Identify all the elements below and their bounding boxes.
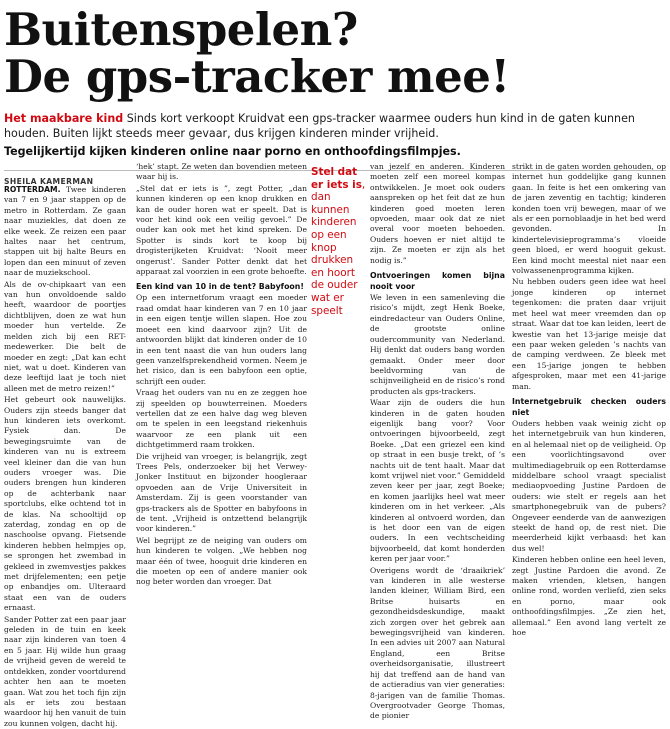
paragraph: We leven in een samenleving die risico’s mijdt, zegt Henk Boeke, eindredacteur van Ouders Online, de grootste online oudercommunity van Nederland. Hij denkt dat ouders bang worden gemaakt. Onder meer door beeldvorming van de schijnveiligheid en de risico’s rond producten als gps-trackers. bbox=[370, 293, 505, 396]
pull-quote bbox=[311, 166, 367, 317]
intro-kicker: Het maakbare kind bbox=[4, 112, 124, 125]
dateline: ROTTERDAM. bbox=[4, 185, 61, 194]
paragraph: Sander Potter zat een paar jaar geleden in de tuin en keek naar zijn kinderen van toen 4 en 5 jaar. Hij wilde hun graag de vrijheid geven de wereld te ontdekken, zonder voortdurend achter hen aan te moeten gaan. Wat zou het toch fijn zijn als er iets zou bestaan waardoor hij hen vanuit de tuin zou kunnen volgen, dacht hij. bbox=[4, 614, 126, 728]
article-column-4 bbox=[512, 162, 666, 638]
article-column-3 bbox=[370, 162, 505, 721]
paragraph: Op een internetforum vraagt een moeder raad omdat haar kinderen van 7 en 10 jaar in een eigen tentje willen slapen. Hoe zou moeet een kind daarvoor zijn? Uit de antwoorden blijkt dat kinderen onder de 10 in een tent naast die van hun ouders lang geen vanzelfsprekendheid vormen. Neem je het risico, dan is een babyfoon een optie, schrijft een ouder. bbox=[136, 293, 307, 386]
paragraph: strikt in de gaten worden gehouden, op internet hun goddelijke gang kunnen gaan. In feite is het een omkering van de jaren zeventig en tachtig; kinderen konden toen vrij bewegen, maar of we als er een pornoblaadje in het bed werd gevonden. In kindertelevisieprogramma’s vloeide geen bloed, er werd hooguit gekust. Een kind mocht meestal niet naar een volwassenenprogramma kijken. bbox=[512, 162, 666, 276]
paragraph: Nu hebben ouders geen idee wat heel jonge kinderen op internet tegenkomen: die praten daar vrijuit met heel wat meer vreemden dan op straat. Waar dat toe kan leiden, leert de kwestie van het 13-jarige meisje dat een paar weken geleden ’s nachts van de camping verdween. Ze bleek met een 15-jarige jongen te hebben afgesproken, maar met een 41-jarige man. bbox=[512, 277, 666, 391]
paragraph: Het gebeurt ook nauwelijks. Ouders zijn steeds banger dat hun kinderen iets overkomt. Fysiek dan. De bewegingsruimte van de kinderen van nu is extreem veel kleiner dan die van hun ouders vroeger was. Die ouders brengen hun kinderen op de achterbank naar sportclubs, elke ochtend tot in de klas. Na schooltijd op zaterdag, zondag en op de naschoolse opvang. Fietsende kinderen hebben helmpjes op, se sprongen het zwembad in gekleed in zwemvestjes pakkes met drijfelementen; een petje op enbandjes om. Ulteraard staat een van de ouders ernaast. bbox=[4, 395, 126, 613]
paragraph: Die vrijheid van vroeger, is belangrijk, zegt Trees Pels, onderzoeker bij het Verwey-Jonker Instituut en bijzonder hoogleraar opvoeden aan de Vrije Universiteit in Amsterdam. Zij is geen voorstander van gps-trackers als de Spotter en babyfoons in de tent. „Vrijheid is ontzettend belangrijk voor kinderen.” bbox=[136, 451, 307, 534]
paragraph: Waar zijn de ouders die hun kinderen in de gaten houden eigenlijk bang voor? Voor ontvoeringen bijvoorbeeld, zegt Boeke. „Dat een griezel een kind op straat in een busje trekt, of ’s nachts uit de tent haalt. Maar dat komt vrijwel niet voor.” Gemiddeld zeven keer per jaar, zegt Boeke; en komen jaarlijks heel wat meer kinderen om in het verkeer. „Als kinderen al ontvoerd worden, dan is het door een van de eigen ouders. In een vechtscheiding bijvoorbeeld, dat komt honderden keren per jaar voor.” bbox=[370, 398, 505, 564]
byline: SHEILA KAMERMAN bbox=[4, 177, 94, 186]
intro-text: Sinds kort verkoopt Kruidvat een gps-tracker waarmee ouders hun kind in de gaten kunnen houden. Buiten lijkt steeds meer gevaar, dus krijgen kinderen minder vrijheid. bbox=[4, 112, 635, 140]
article-column-1 bbox=[4, 185, 126, 728]
paragraph: Ouders hebben vaak weinig zicht op het internetgebruik van hun kinderen, en al helemaal niet op de veiligheid. Op een voorlichtingsavond over multimediagebruik op een Rotterdamse middelbare school vraagt specialist mediaopvoeding Justine Pardoen de ouders: wie stelt er regels aan het smartphonegebruik van de pubers? Ongeveer eenderde van de aanwezigen steekt de hand op, de rest niet. Die meerderheid kijkt verbaasd: het kan dus wel! bbox=[512, 418, 666, 553]
intro-bold-line: Tegelijkertijd kijken kinderen online naar porno en onthoofdingsfilmpjes. bbox=[4, 145, 461, 158]
subheading: Ontvoeringen komen bijna nooit voor bbox=[370, 271, 505, 292]
pull-quote-lead: Stel dat er iets is bbox=[311, 166, 362, 191]
headline-line-1: Buitenspelen? bbox=[4, 3, 358, 56]
paragraph: Wel begrijpt ze de neiging van ouders om hun kinderen te volgen. „We hebben nog maar één of twee, hooguit drie kinderen en die moeten op een of andere manier ook nog beter worden dan vroeger. Dat bbox=[136, 535, 307, 587]
paragraph-text: Twee kinderen van 7 en 9 jaar stappen op de metro in Rotterdam. Ze gaan naar muziekles, dat doen ze elke week. Ze reizen een paar haltes naar het centrum, stappen uit bij halte Beurs en lopen dan een minuut of zeven naar de muziekschool. bbox=[4, 185, 126, 278]
subheading: Een kind van 10 in de tent? Babyfoon! bbox=[136, 282, 304, 292]
paragraph: van jezelf en anderen. Kinderen moeten zelf een moreel kompas ontwikkelen. Je moet ook ouders aanspreken op het feit dat ze hun kinderen goed moeten leren opvoeden, maar ook dat ze niet overal voor moeten behoeden. Ouders hoeven er niet altijd te zijn. Ze moeten er zijn als het nodig is.” bbox=[370, 162, 505, 265]
paragraph: Kinderen hebben online een heel leven, zegt Justine Pardoen die avond. Ze maken vrienden, kletsen, hangen online rond, worden verliefd, zien seks en porno, maar ook onthoofdingsfilmpjes. „Ze zien het, allemaal.” Een avond lang vertelt ze hoe bbox=[512, 555, 666, 638]
article-column-2 bbox=[136, 162, 307, 587]
intro-paragraph bbox=[4, 111, 664, 141]
subheading: Internetgebruik checken ouders niet bbox=[512, 396, 666, 417]
paragraph: Als de ov-chipkaart van een van hun onvoldoende saldo heeft, waardoor de poortjes dichtblijven, doen ze wat hun moeder hun vertelde. Ze melden zich bij een RET-medewerker. Die belt de moeder en zegt: „Dat kan echt niet, wat u doet. Kinderen van deze leeftijd laat je toch niet alleen met de metro reizen!” bbox=[4, 279, 126, 393]
paragraph bbox=[4, 185, 126, 279]
paragraph: „Stel dat er iets is ”, zegt Potter, „dan kunnen kinderen op een knop drukken en kan de ouder horen wat er speelt. Dat is voor het kind ook een veilig gevoel.” De ouder kan ook met het kind spreken. De Spotter is sinds kort te koop bij drogisterijketen Kruidvat: ‘Nooit meer ongerust’. Sander Potter denkt dat het apparaat zal voorzien in een grote behoefte. bbox=[136, 183, 307, 277]
paragraph: Vraag het ouders van nu en ze zeggen hoe zij speelden op bouwterreinen. Moeders vertellen dat ze een halve dag weg bleven om te spelen in een leegstand riekenhuis waarvoor ze een plank uit een dichtgetimmerd raam trokken. bbox=[136, 388, 307, 450]
headline bbox=[4, 3, 666, 103]
paragraph: Overigens wordt de ‘draaikriek’ van kinderen in alle westerse landen kleiner, William Bird, een Britse huisarts en gezondheidsdeskundige, maakt zich zorgen over het gebrek aan bewegingsvrijheid van kinderen. In een advies uit 2007 aan Natural England, een Britse overheidsorganisatie, illustreert hij dat treffend aan de hand van de actieradius van vier generaties: 8-jarigen van de familie Thomas. Overgrootvader George Thomas, de pionier bbox=[370, 565, 505, 721]
headline-line-2: De gps-tracker mee! bbox=[4, 50, 510, 103]
pull-quote-text: , dan kunnen kinderen op een knop drukken en hoort de ouder wat er speelt bbox=[311, 178, 366, 317]
paragraph: ‘hek’ stapt. Ze weten dan bovendien meteen waar hij is. bbox=[136, 162, 307, 182]
